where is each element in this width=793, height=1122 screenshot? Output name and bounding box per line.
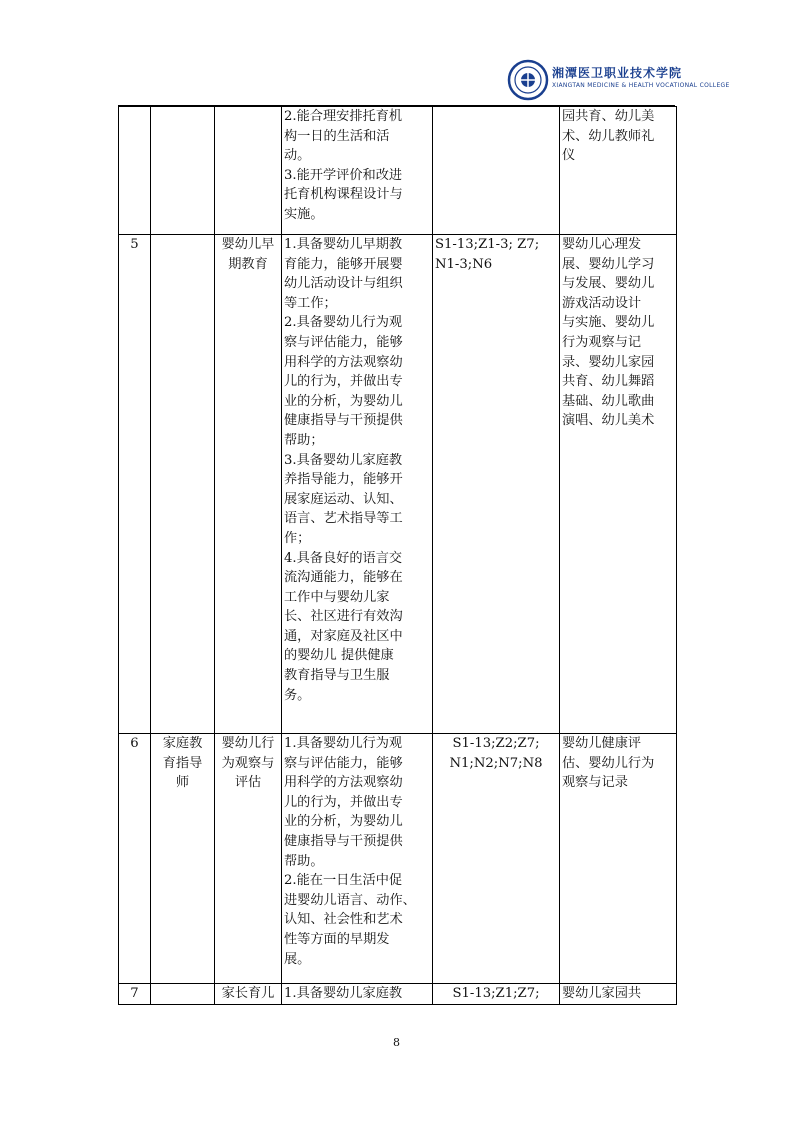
course-cell: 家长育儿	[215, 984, 282, 1005]
courses-cell: 婴幼儿心理发 展、婴幼儿学习 与发展、婴幼儿 游戏活动设计 与实施、婴幼儿 行为观察与记 录、婴幼儿家园 共育、幼儿舞蹈 基础、幼儿歌曲 演唱、幼儿美术	[560, 235, 677, 734]
row-number: 6	[119, 734, 151, 984]
row-number	[119, 107, 151, 235]
row-number: 5	[119, 235, 151, 734]
curriculum-table	[118, 106, 677, 1005]
codes-cell: S1-13;Z1-3; Z7; N1-3;N6	[433, 235, 560, 734]
college-name: 湘潭医卫职业技术学院	[552, 66, 683, 80]
page-number: 8	[393, 1036, 400, 1049]
codes-cell	[433, 107, 560, 235]
course-cell: 婴幼儿行 为观察与 评估	[215, 734, 282, 984]
courses-cell: 婴幼儿健康评 估、婴幼儿行为 观察与记录	[560, 734, 677, 984]
course-cell: 婴幼儿早 期教育	[215, 235, 282, 734]
ability-cell: 2.能合理安排托育机 构一日的生活和活 动。 3.能开学评价和改进 托育机构课程设计与 实施。	[282, 107, 433, 235]
table-row	[119, 107, 677, 235]
courses-cell: 婴幼儿家园共	[560, 984, 677, 1005]
ability-cell: 1.具备婴幼儿行为观 察与评估能力，能够 用科学的方法观察幼 儿的行为，并做出专 业的分析，为婴幼儿 健康指导与干预提供 帮助。 2.能在一日生活中促 进婴幼儿语言、动作、 认知、社会性和艺术 性等方面的早期发 展。	[282, 734, 433, 984]
table-row	[119, 984, 677, 1005]
job-cell: 家庭教 育指导 师	[151, 734, 215, 984]
row-number: 7	[119, 984, 151, 1005]
codes-cell: S1-13;Z1;Z7;	[433, 984, 560, 1005]
courses-cell: 园共育、幼儿美 术、幼儿教师礼 仪	[560, 107, 677, 235]
codes-cell: S1-13;Z2;Z7; N1;N2;N7;N8	[433, 734, 560, 984]
job-cell	[151, 107, 215, 235]
ability-cell: 1.具备婴幼儿家庭教	[282, 984, 433, 1005]
job-cell	[151, 984, 215, 1005]
job-cell	[151, 235, 215, 734]
college-english-name: XIANGTAN MEDICINE & HEALTH VOCATIONAL COLLEGE	[552, 82, 730, 89]
table-row	[119, 734, 677, 984]
course-cell	[215, 107, 282, 235]
table-row	[119, 235, 677, 734]
ability-cell: 1.具备婴幼儿早期教 育能力，能够开展婴 幼儿活动设计与组织 等工作； 2.具备婴幼儿行为观 察与评估能力，能够 用科学的方法观察幼 儿的行为，并做出专 业的分析，为婴幼儿 健康指导与干预提供 帮助； 3.具备婴幼儿家庭教 养指导能力，能够开 展家庭运动、认知、 语言、艺术指导等工 作； 4.具备良好的语言交 流沟通能力，能够在 工作中与婴幼儿家 长、社区进行有效沟 通，对家庭及社区中 的婴幼儿 提供健康 教育指导与卫生服 务。	[282, 235, 433, 734]
